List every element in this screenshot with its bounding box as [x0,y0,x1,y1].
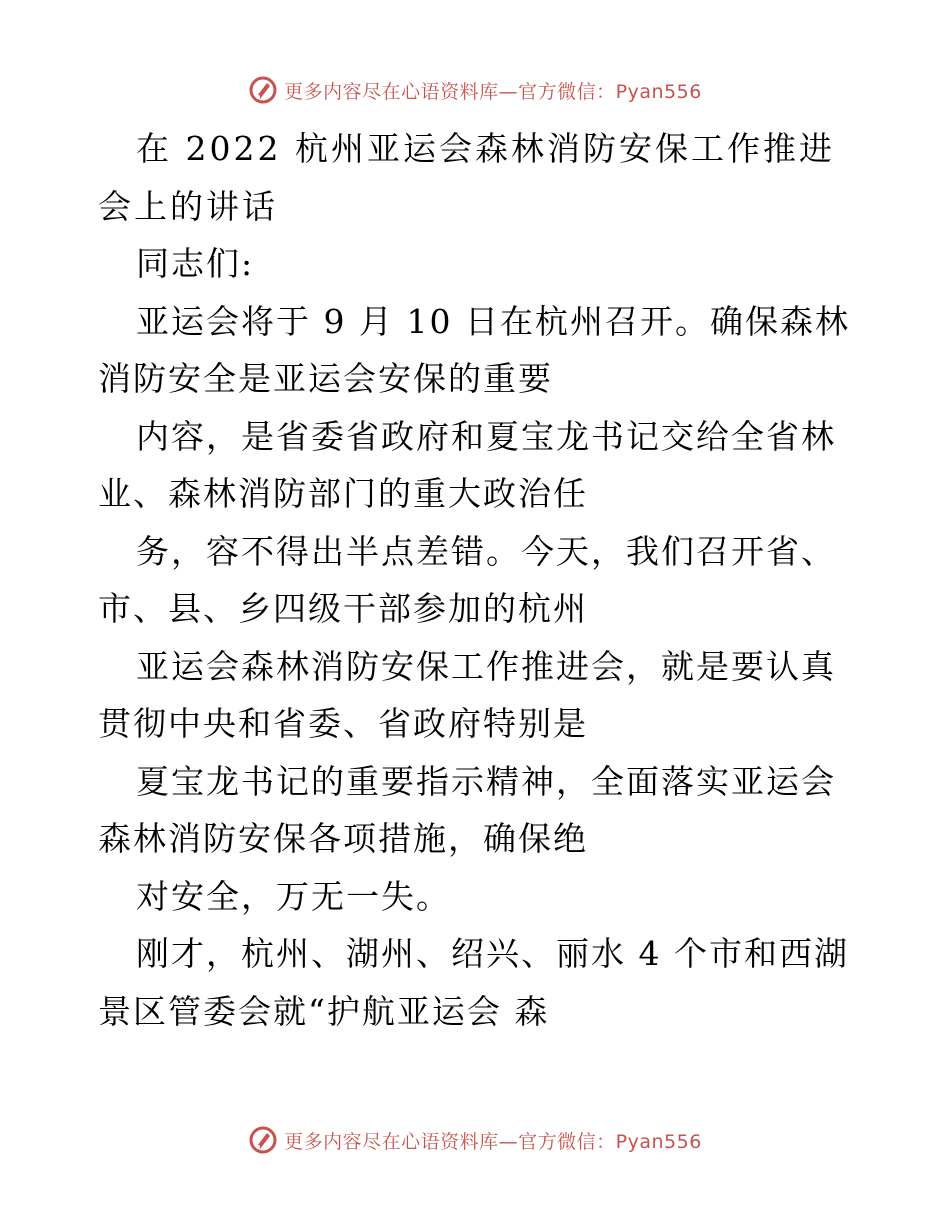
pen-logo-icon [248,1125,278,1155]
paragraph: 刚才，杭州、湖州、绍兴、丽水 4 个市和西湖景区管委会就“护航亚运会 森 [98,934,849,1031]
paragraph: 务，容不得出半点差错。今天，我们召开省、市、县、乡四级干部参加的杭州 [98,531,836,628]
document-title: 在 2022 杭州亚运会森林消防安保工作推进会上的讲话 [98,129,835,226]
pen-logo-icon [248,75,278,105]
paragraph: 内容，是省委省政府和夏宝龙书记交给全省林业、森林消防部门的重大政治任 [98,416,836,513]
footer-watermark-text: 更多内容尽在心语资料库—官方微信：Pyan556 [284,1130,702,1153]
header-watermark-text: 更多内容尽在心语资料库—官方微信：Pyan556 [284,80,702,103]
paragraph: 对安全，万无一失。 [136,876,451,916]
footer-watermark [0,1120,950,1160]
header-watermark [0,70,950,110]
paragraph: 亚运会将于 9 月 10 日在杭州召开。确保森林消防安全是亚运会安保的重要 [98,301,850,398]
document-body [98,120,858,1040]
paragraph: 亚运会森林消防安保工作推进会，就是要认真贯彻中央和省委、省政府特别是 [98,646,836,743]
paragraph: 夏宝龙书记的重要指示精神，全面落实亚运会森林消防安保各项措施，确保绝 [98,761,836,858]
paragraph: 同志们: [136,244,255,283]
